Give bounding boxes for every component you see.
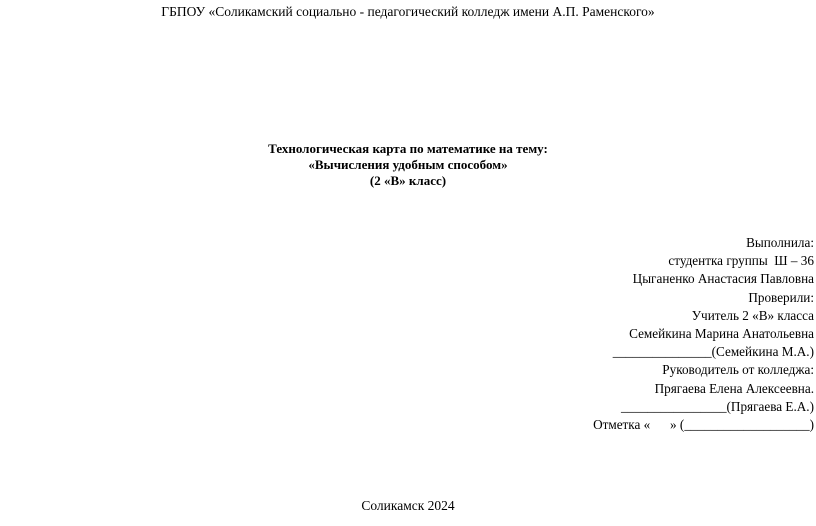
supervisor-role: Руководитель от колледжа: <box>662 362 814 378</box>
document-title <box>0 141 816 189</box>
signature-block <box>593 234 814 434</box>
supervisor-name: Прягаева Елена Алексеевна. <box>654 380 814 396</box>
teacher-signature-line: _______________(Семейкина М.А.) <box>612 344 814 360</box>
performed-label: Выполнила: <box>746 235 814 250</box>
student-group: студентка группы Ш – 36 <box>668 253 814 269</box>
grade-line: Отметка « » (___________________) <box>593 417 814 433</box>
student-name: Цыганенко Анастасия Павловна <box>632 271 814 287</box>
supervisor-signature-line: ________________(Прягаева Е.А.) <box>621 398 814 414</box>
title-line-1: Технологическая карта по математике на тему: <box>268 141 548 156</box>
title-line-3: (2 «В» класс) <box>369 173 447 188</box>
teacher-name: Семейкина Марина Анатольевна <box>629 326 814 342</box>
teacher-role: Учитель 2 «В» класса <box>691 307 814 323</box>
title-line-2: «Вычисления удобным способом» <box>308 157 508 172</box>
checked-label: Проверили: <box>748 289 814 305</box>
city-year-footer: Соликамск 2024 <box>361 498 455 513</box>
institution-header: ГБПОУ «Соликамский социально - педагогический колледж имени А.П. Раменского» <box>161 4 655 19</box>
